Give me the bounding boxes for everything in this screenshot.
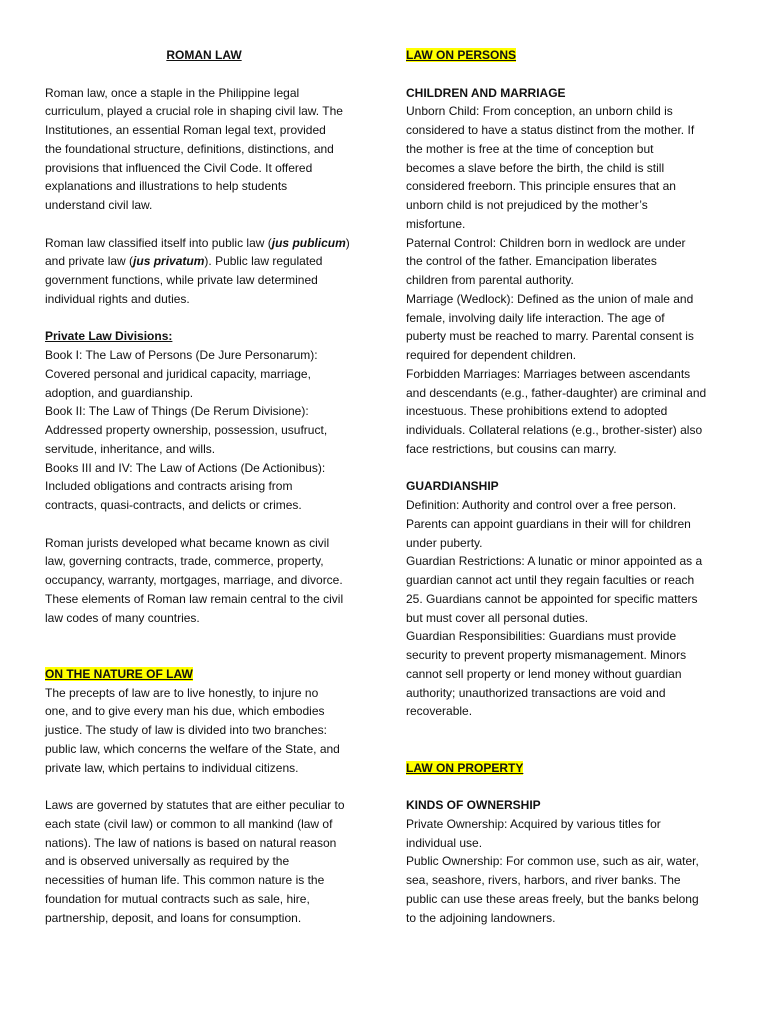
line-text: private law, which pertains to individual citizens.: [45, 760, 299, 775]
paragraph-line: [406, 571, 736, 590]
paragraph-line: [406, 590, 736, 609]
section-heading: [406, 46, 736, 65]
paragraph-line: [45, 346, 375, 365]
paragraph-line: [45, 271, 375, 290]
paragraph-line: [45, 402, 375, 421]
line-text: Included obligations and contracts arising from: [45, 479, 293, 494]
line-text: unborn child is not prejudiced by the mother’s: [406, 198, 648, 212]
line-text: individual rights and duties.: [45, 291, 190, 306]
paragraph-line: [45, 102, 375, 121]
paragraph-line: [45, 140, 375, 159]
blank-line: [45, 515, 375, 534]
line-text: These elements of Roman law remain central to the civil: [45, 591, 344, 606]
line-text: adoption, and guardianship.: [45, 385, 194, 400]
paragraph-line: [406, 852, 736, 871]
paragraph-line: [45, 721, 375, 740]
line-text: Covered personal and juridical capacity, marriage,: [45, 366, 311, 381]
paragraph-line: [406, 609, 736, 628]
line-text: individual use.: [406, 835, 483, 850]
line-text: partnership, deposit, and loans for consumption.: [45, 910, 302, 925]
paragraph-line: [45, 290, 375, 309]
blank-line: [406, 65, 736, 84]
paragraph-line: [406, 177, 736, 196]
paragraph-line: [406, 121, 736, 140]
paragraph-line: [45, 496, 375, 515]
blank-line: [45, 215, 375, 234]
line-text: ON THE NATURE OF LAW: [45, 666, 193, 681]
line-text: Book I: The Law of Persons (De Jure Personarum):: [45, 348, 318, 362]
paragraph-line: [45, 159, 375, 178]
line-text: The precepts of law are to live honestly, to injure no: [45, 685, 319, 700]
paragraph-line: [45, 384, 375, 403]
paragraph-line: [45, 234, 375, 253]
blank-line: [406, 740, 736, 759]
line-text: considered to have a status distinct from the mother. If: [406, 123, 695, 137]
line-text: LAW ON PERSONS: [406, 48, 517, 62]
paragraph-line: [406, 421, 736, 440]
paragraph-line: [45, 477, 375, 496]
text-segment: and private law (: [45, 254, 134, 269]
line-text: justice. The study of law is divided into two branches:: [45, 723, 327, 737]
paragraph-line: [45, 796, 375, 815]
latin-term: jus publicum: [271, 235, 346, 250]
line-text: Private Ownership: Acquired by various titles for: [406, 816, 661, 831]
line-text: Guardian Restrictions: A lunatic or minor appointed as a: [406, 554, 703, 569]
paragraph-line: [45, 440, 375, 459]
line-text: and descendants (e.g., father-daughter) are criminal and: [406, 385, 707, 400]
paragraph-line: [45, 702, 375, 721]
paragraph-line: [45, 815, 375, 834]
blank-line: [406, 721, 736, 740]
paragraph-line: [406, 196, 736, 215]
text-segment: ): [345, 235, 350, 250]
paragraph-line: [406, 159, 736, 178]
line-text: security to prevent property mismanagement. Minors: [406, 648, 687, 662]
left-column: [45, 46, 375, 927]
paragraph-line: [45, 571, 375, 590]
line-text: occupancy, warranty, mortgages, marriage, and divorce.: [45, 573, 343, 587]
line-text: the foundational structure, definitions, distinctions, and: [45, 141, 334, 156]
paragraph-line: [406, 552, 736, 571]
line-text: Public Ownership: For common use, such as air, water,: [406, 854, 699, 869]
paragraph-line: [406, 365, 736, 384]
paragraph-line: [406, 327, 736, 346]
paragraph-line: [406, 909, 736, 928]
line-text: government functions, while private law determined: [45, 273, 318, 287]
line-text: Private Law Divisions:: [45, 329, 173, 344]
line-text: Roman law, once a staple in the Philippine legal: [45, 85, 300, 100]
line-text: guardian cannot act until they regain faculties or reach: [406, 573, 695, 587]
line-text: CHILDREN AND MARRIAGE: [406, 85, 566, 100]
paragraph-line: [406, 234, 736, 253]
paragraph-line: [406, 440, 736, 459]
paragraph-line: [45, 177, 375, 196]
line-text: KINDS OF OWNERSHIP: [406, 798, 541, 812]
paragraph-line: [45, 590, 375, 609]
line-text: the control of the father. Emancipation liberates: [406, 254, 657, 269]
paragraph-line: [45, 759, 375, 778]
line-text: Book II: The Law of Things (De Rerum Divisione):: [45, 404, 309, 419]
line-text: law, governing contracts, trade, commerce, property,: [45, 554, 324, 569]
line-text: nations). The law of nations is based on natural reason: [45, 835, 337, 850]
line-text: foundation for mutual contracts such as sale, hire,: [45, 891, 310, 906]
line-text: but must cover all personal duties.: [406, 610, 589, 625]
paragraph-line: [406, 534, 736, 553]
paragraph-line: [406, 627, 736, 646]
line-text: authority; unauthorized transactions are void and: [406, 685, 666, 700]
subsection-heading: [406, 796, 736, 815]
paragraph-line: [406, 402, 736, 421]
text-segment: Roman law classified itself into public law (: [45, 235, 272, 250]
line-text: each state (civil law) or common to all mankind (law of: [45, 816, 333, 831]
line-text: the mother is free at the time of conception but: [406, 141, 654, 156]
paragraph-line: [406, 252, 736, 271]
subsection-heading: [406, 84, 736, 103]
line-text: Laws are governed by statutes that are either peculiar to: [45, 798, 345, 812]
line-text: Forbidden Marriages: Marriages between ascendants: [406, 366, 691, 381]
line-text: face restrictions, but cousins can marry.: [406, 441, 617, 456]
line-text: considered freeborn. This principle ensures that an: [406, 179, 676, 194]
line-text: incestuous. These prohibitions extend to adopted: [406, 404, 668, 419]
line-text: misfortune.: [406, 216, 466, 231]
blank-line: [45, 777, 375, 796]
line-text: understand civil law.: [45, 198, 153, 212]
blank-line: [45, 627, 375, 646]
paragraph-line: [406, 890, 736, 909]
blank-line: [45, 646, 375, 665]
blank-line: [45, 309, 375, 328]
line-text: necessities of human life. This common nature is the: [45, 873, 325, 887]
text-segment: ). Public law regulated: [204, 254, 323, 269]
paragraph-line: [45, 871, 375, 890]
line-text: Guardian Responsibilities: Guardians must provide: [406, 629, 677, 644]
paragraph-line: [406, 665, 736, 684]
paragraph-line: [45, 852, 375, 871]
line-text: Marriage (Wedlock): Defined as the union of male and: [406, 291, 694, 306]
line-text: GUARDIANSHIP: [406, 479, 499, 494]
blank-line: [45, 65, 375, 84]
line-text: recoverable.: [406, 704, 473, 719]
line-text: children from parental authority.: [406, 273, 574, 287]
paragraph-line: [45, 834, 375, 853]
line-text: and is observed universally as required by the: [45, 854, 290, 869]
line-text: individuals. Collateral relations (e.g., brother-sister) also: [406, 423, 703, 437]
line-text: explanations and illustrations to help students: [45, 179, 288, 194]
line-text: LAW ON PROPERTY: [406, 760, 524, 775]
line-text: puberty must be reached to marry. Parental consent is: [406, 329, 694, 344]
paragraph-line: [45, 552, 375, 571]
line-text: sea, seashore, rivers, harbors, and river banks. The: [406, 873, 681, 887]
subsection-heading: [406, 477, 736, 496]
paragraph-line: [406, 496, 736, 515]
paragraph-line: [406, 102, 736, 121]
blank-line: [406, 777, 736, 796]
line-text: Institutiones, an essential Roman legal text, provided: [45, 123, 326, 137]
line-text: Parents can appoint guardians in their will for children: [406, 516, 691, 531]
line-text: 25. Guardians cannot be appointed for specific matters: [406, 591, 698, 606]
paragraph-line: [406, 646, 736, 665]
line-text: contracts, quasi-contracts, and delicts or crimes.: [45, 498, 302, 512]
paragraph-line: [45, 609, 375, 628]
latin-term: jus privatum: [133, 254, 205, 269]
line-text: female, involving daily life interaction. The age of: [406, 310, 665, 325]
paragraph-line: [45, 196, 375, 215]
paragraph-line: [45, 84, 375, 103]
right-column: [406, 46, 736, 927]
line-text: ROMAN LAW: [166, 48, 242, 62]
section-heading: [45, 665, 375, 684]
line-text: to the adjoining landowners.: [406, 910, 556, 925]
paragraph-line: [45, 890, 375, 909]
paragraph-line: [45, 365, 375, 384]
paragraph-line: [406, 834, 736, 853]
paragraph-line: [45, 121, 375, 140]
paragraph-line: [45, 909, 375, 928]
paragraph-line: [406, 384, 736, 403]
paragraph-line: [45, 684, 375, 703]
paragraph-line: [406, 871, 736, 890]
paragraph-line: [406, 140, 736, 159]
line-text: one, and to give every man his due, which embodies: [45, 704, 325, 719]
paragraph-line: [406, 684, 736, 703]
line-text: law codes of many countries.: [45, 610, 200, 625]
document-title: [45, 46, 363, 65]
paragraph-line: [45, 740, 375, 759]
paragraph-line: [45, 459, 375, 478]
paragraph-line: [406, 309, 736, 328]
subsection-heading: [45, 327, 375, 346]
line-text: Roman jurists developed what became known as civil: [45, 535, 330, 550]
line-text: Definition: Authority and control over a free person.: [406, 498, 677, 512]
line-text: servitude, inheritance, and wills.: [45, 441, 216, 456]
blank-line: [406, 459, 736, 478]
paragraph-line: [45, 534, 375, 553]
section-heading: [406, 759, 736, 778]
paragraph-line: [406, 815, 736, 834]
line-text: Unborn Child: From conception, an unborn child is: [406, 104, 673, 119]
line-text: curriculum, played a crucial role in shaping civil law. The: [45, 104, 343, 119]
line-text: public law, which concerns the welfare of the State, and: [45, 741, 340, 756]
line-text: Paternal Control: Children born in wedlock are under: [406, 235, 686, 250]
paragraph-line: [45, 421, 375, 440]
paragraph-line: [406, 271, 736, 290]
line-text: under puberty.: [406, 535, 483, 550]
line-text: public can use these areas freely, but the banks belong: [406, 891, 699, 906]
line-text: cannot sell property or lend money without guardian: [406, 666, 682, 681]
line-text: provisions that influenced the Civil Code. It offered: [45, 160, 313, 175]
line-text: Addressed property ownership, possession, usufruct,: [45, 423, 328, 437]
paragraph-line: [406, 515, 736, 534]
line-text: required for dependent children.: [406, 348, 577, 362]
paragraph-line: [406, 702, 736, 721]
paragraph-line: [45, 252, 375, 271]
paragraph-line: [406, 346, 736, 365]
line-text: becomes a slave before the birth, the child is still: [406, 160, 665, 175]
paragraph-line: [406, 290, 736, 309]
paragraph-line: [406, 215, 736, 234]
line-text: Books III and IV: The Law of Actions (De Actionibus):: [45, 460, 326, 475]
